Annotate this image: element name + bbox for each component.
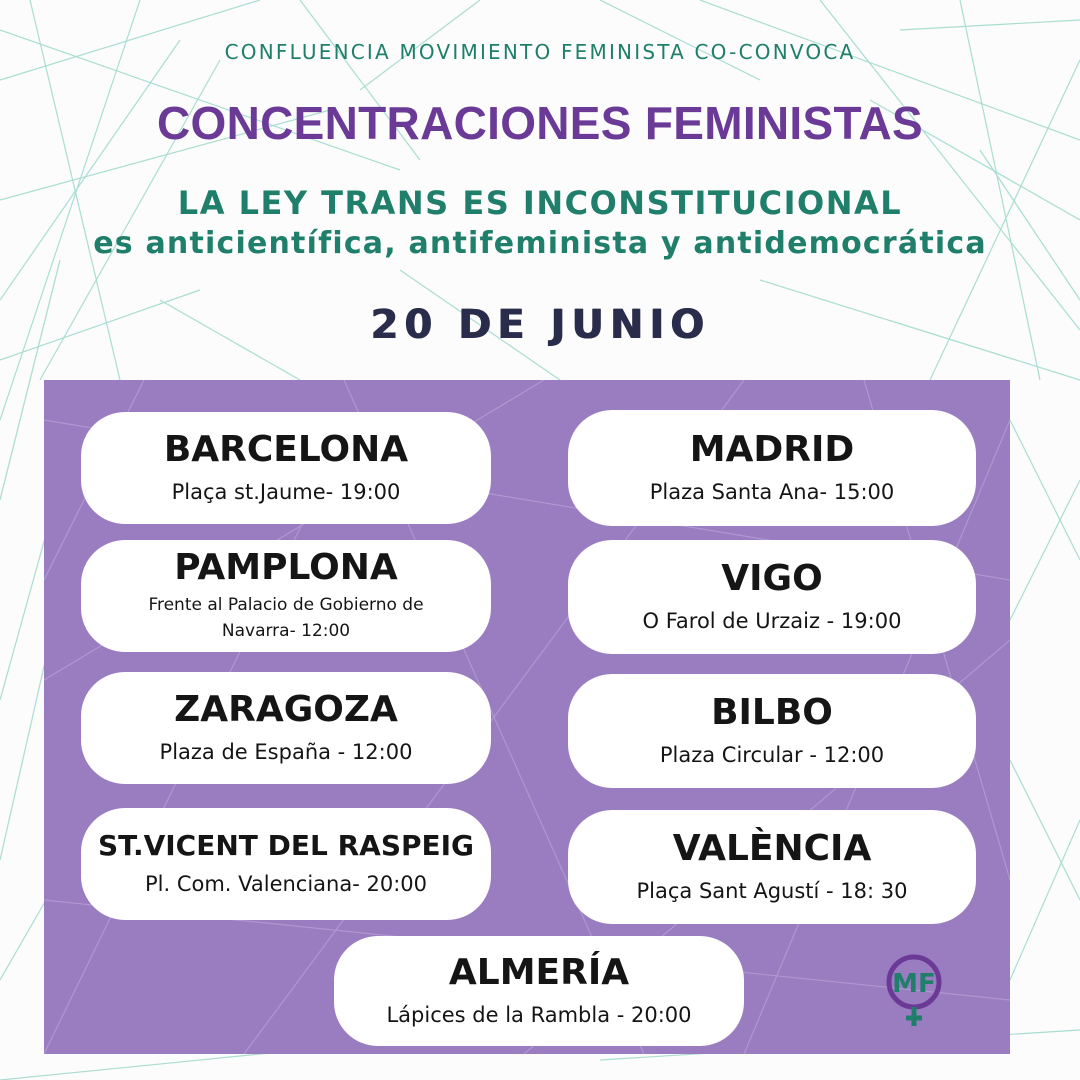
event-city: BARCELONA xyxy=(163,429,409,470)
co-convoca-kicker: CONFLUENCIA MOVIMIENTO FEMINISTA CO-CONVOCA xyxy=(224,40,856,64)
event-city: VIGO xyxy=(721,558,823,599)
event-card-st-vicent-del-raspeig xyxy=(81,808,491,920)
event-place-time: Plaça Sant Agustí - 18: 30 xyxy=(636,879,908,903)
event-place-line-2: Navarra- 12:00 xyxy=(221,621,351,641)
event-card-pamplona xyxy=(81,540,491,652)
event-card-valencia xyxy=(568,810,976,924)
events-panel xyxy=(44,380,1010,1054)
event-place-time: Plaza de España - 12:00 xyxy=(159,740,413,764)
event-place-line-1: Frente al Palacio de Gobierno de xyxy=(148,595,424,615)
event-city: MADRID xyxy=(689,429,855,470)
event-card-zaragoza xyxy=(81,672,491,784)
event-card-barcelona xyxy=(81,412,491,524)
event-card-almeria xyxy=(334,936,744,1046)
subtitle-line-2: es anticientífica, antifeminista y antidemocrática xyxy=(93,226,987,261)
event-place-time: Pl. Com. Valenciana- 20:00 xyxy=(144,872,428,896)
event-city: ZARAGOZA xyxy=(174,689,398,730)
event-card-madrid xyxy=(568,410,976,526)
feminist-symbol-icon xyxy=(884,954,944,1028)
event-card-bilbo xyxy=(568,674,976,788)
event-place-time: Plaza Santa Ana- 15:00 xyxy=(649,480,895,504)
event-place-time: Plaça st.Jaume- 19:00 xyxy=(171,480,401,504)
event-city: PAMPLONA xyxy=(174,547,398,588)
event-place-time: Lápices de la Rambla - 20:00 xyxy=(386,1003,692,1027)
page-title: CONCENTRACIONES FEMINISTAS xyxy=(157,97,923,149)
event-place-time: O Farol de Urzaiz - 19:00 xyxy=(642,609,902,633)
event-city: BILBO xyxy=(711,692,833,733)
event-date: 20 DE JUNIO xyxy=(370,302,710,348)
subtitle-line-1: LA LEY TRANS ES INCONSTITUCIONAL xyxy=(177,184,903,222)
event-city: ST.VICENT DEL RASPEIG xyxy=(97,829,475,862)
event-city: ALMERÍA xyxy=(448,952,630,993)
event-city: VALÈNCIA xyxy=(672,828,872,869)
event-card-vigo xyxy=(568,540,976,654)
event-place-time: Plaza Circular - 12:00 xyxy=(659,743,885,767)
logo-letters: MF xyxy=(892,969,936,999)
